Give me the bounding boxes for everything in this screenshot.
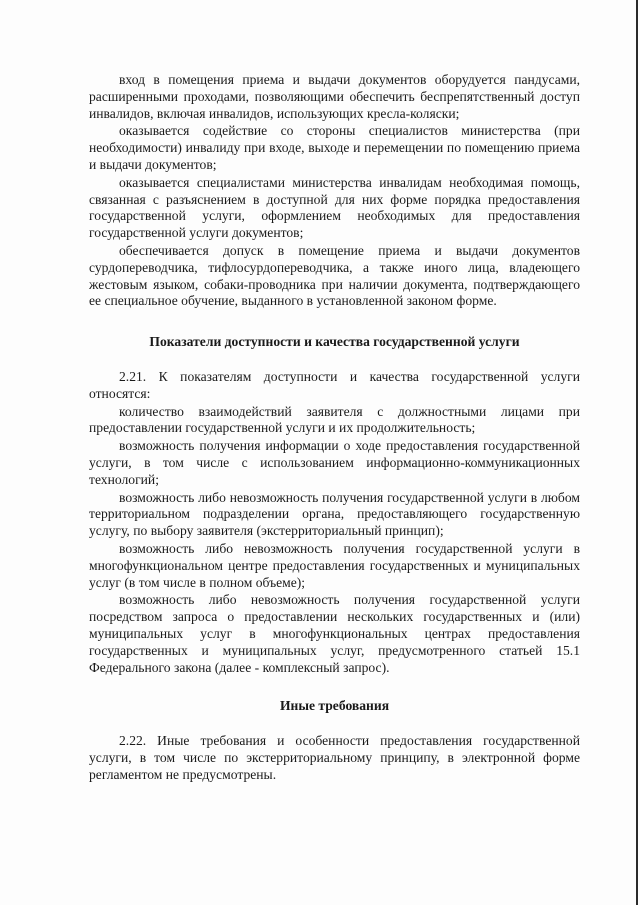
- paragraph-interactions-count: количество взаимодействий заявителя с должностными лицами при предоставлении государственной услуги и их продолжительность;: [89, 403, 580, 436]
- paragraph-2-21: 2.21. К показателям доступности и качества государственной услуги относятся:: [89, 368, 580, 401]
- paragraph-mfc: возможность либо невозможность получения государственной услуги в многофункциональном центре предоставления государственных и муниципальных услуг (в том числе в полном объеме);: [89, 540, 580, 590]
- paragraph-information-progress: возможность получения информации о ходе предоставления государственной услуги, в том числе с использованием информационно-коммуникационных технологий;: [89, 438, 580, 487]
- paragraph-extraterritorial: возможность либо невозможность получения государственной услуги в любом территориальном подразделении органа, предоставляющего государственную услугу, по выбору заявителя (экстерриториальный принцип);: [89, 489, 580, 539]
- heading-other-requirements: Иные требования: [279, 698, 390, 714]
- paragraph-ramps: вход в помещения приема и выдачи документов оборудуется пандусами, расширенными проходами, позволяющими обеспечить беспрепятственный доступ инвалидов, включая инвалидов, использующих кресла-коляски;: [89, 72, 580, 121]
- paragraph-complex-request: возможность либо невозможность получения государственной услуги посредством запроса о предоставлении нескольких государственных и (или) муниципальных услуг в многофункциональных центрах предоставления государственных и муниципальных услуг, предусмотренного статьей 15.1 Федерального закона (далее - комплексный запрос).: [89, 592, 580, 675]
- paragraph-interpreter-access: обеспечивается допуск в помещение приема и выдачи документов сурдопереводчика, тифлосурдопереводчика, а также иного лица, владеющего жестовым языком, собаки-проводника при наличии документа, подтверждающего ее специальное обучение, выданного в установленной законом форме.: [89, 242, 580, 309]
- paragraph-assistance-explanation: оказывается специалистами министерства инвалидам необходимая помощь, связанная с разъяснением в доступной для них форме порядка предоставления государственной услуги, оформлением необходимых для предоставления государственной услуги документов;: [89, 174, 580, 241]
- heading-accessibility-indicators: Показатели доступности и качества государственной услуги: [149, 334, 520, 350]
- document-body: [89, 72, 580, 783]
- paragraph-assistance-movement: оказывается содействие со стороны специалистов министерства (при необходимости) инвалиду при входе, выходе и перемещении по помещению приема и выдачи документов;: [89, 123, 580, 172]
- paragraph-2-22: 2.22. Иные требования и особенности предоставления государственной услуги, в том числе по экстерриториальному принципу, в электронной форме регламентом не предусмотрены.: [89, 733, 580, 782]
- scan-edge: [636, 0, 638, 905]
